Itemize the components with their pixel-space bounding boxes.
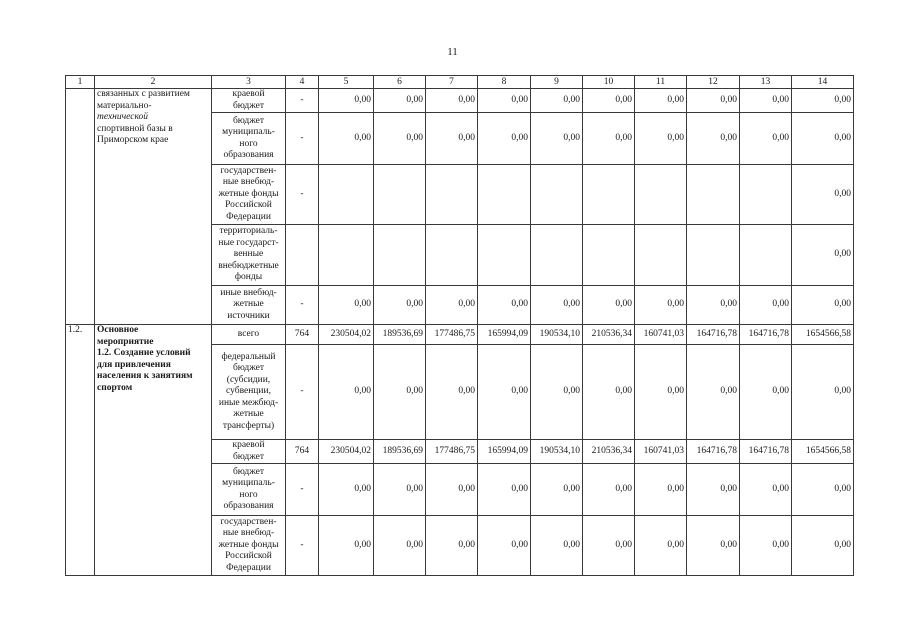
text-line: федеральный [221,351,276,362]
text-line: материально- [97,100,152,111]
value-cell: 0,00 [531,464,583,516]
text-line: государствен- [220,516,277,527]
value-cell: 0,00 [792,89,854,113]
header-cell-11: 11 [635,76,687,89]
value-cell: 0,00 [583,464,635,516]
text-line: Основное [97,325,139,335]
header-cell-8: 8 [478,76,531,89]
value-cell: 0,00 [635,345,687,440]
value-cell: 0,00 [319,286,374,325]
value-cell [635,165,687,225]
text-line: ного [239,138,258,149]
value-cell [426,225,478,286]
text-line: жетные [233,409,264,420]
value-cell: 0,00 [426,286,478,325]
value-cell [319,225,374,286]
header-row [66,76,854,89]
value-cell: 210536,34 [583,325,635,345]
value-cell: 0,00 [478,286,531,325]
value-cell: 230504,02 [319,440,374,464]
text-line: государствен- [220,165,277,176]
text-line: муниципаль- [222,127,275,137]
header-cell-3: 3 [212,76,286,89]
value-cell: 1654566,58 [792,325,854,345]
value-cell [531,225,583,286]
value-cell: 0,00 [792,113,854,165]
text-line: спортом [97,382,133,393]
value-cell: 0,00 [478,464,531,516]
value-cell: 177486,75 [426,440,478,464]
funding-source-cell [212,89,286,113]
header-cell-2: 2 [95,76,212,89]
value-cell: 0,00 [740,286,792,325]
table-row [66,325,854,345]
value-cell [635,225,687,286]
text-line: (субсидии, [226,374,271,385]
value-cell: 165994,09 [478,440,531,464]
header-cell-1: 1 [66,76,95,89]
text-line: образования [223,501,274,511]
value-cell: 0,00 [374,345,426,440]
text-line: источники [227,310,270,321]
value-cell: 0,00 [478,345,531,440]
value-cell: 210536,34 [583,440,635,464]
text-line: Российской [225,551,272,562]
funding-source-cell [212,325,286,345]
value-cell: 0,00 [374,113,426,165]
value-cell: 0,00 [792,165,854,225]
text-line: бюджет [232,451,265,462]
table-row [66,89,854,113]
value-cell: 0,00 [687,464,740,516]
funding-source-cell [212,286,286,325]
text-line: трансферты) [222,420,275,431]
funding-source-cell [212,165,286,225]
value-cell: 0,00 [583,89,635,113]
value-cell [426,165,478,225]
text-line: Приморском крае [97,135,169,145]
value-cell: 0,00 [792,516,854,576]
row-number-cell [66,89,95,325]
text-line: бюджет [232,466,265,477]
value-cell: 0,00 [374,286,426,325]
value-cell: 0,00 [687,113,740,165]
value-cell: 0,00 [478,516,531,576]
value-cell: 177486,75 [426,325,478,345]
value-cell [478,165,531,225]
text-line: ного [239,489,258,500]
code-cell: - [286,113,319,165]
text-line: внебюджетные [218,260,279,271]
value-cell: 0,00 [374,464,426,516]
text-line: территориаль- [219,226,278,237]
value-cell [687,165,740,225]
text-line: краевой [232,440,265,450]
value-cell: 0,00 [531,89,583,113]
value-cell: 0,00 [740,464,792,516]
value-cell [740,165,792,225]
value-cell: 164716,78 [687,440,740,464]
value-cell: 0,00 [319,345,374,440]
funding-source-cell [212,440,286,464]
text-line: бюджет [232,363,265,374]
value-cell: 189536,69 [374,440,426,464]
value-cell: 0,00 [426,464,478,516]
value-cell: 0,00 [635,464,687,516]
value-cell: 190534,10 [531,440,583,464]
value-cell: 0,00 [740,89,792,113]
value-cell [374,225,426,286]
code-cell: - [286,516,319,576]
value-cell: 160741,03 [635,440,687,464]
text-line: венные [233,249,264,260]
text-line: технической [97,112,149,122]
text-line: жетные фонды [218,188,279,199]
funding-source-cell [212,225,286,286]
value-cell [319,165,374,225]
value-cell: 0,00 [635,516,687,576]
value-cell: 0,00 [740,516,792,576]
value-cell: 160741,03 [635,325,687,345]
value-cell: 0,00 [635,113,687,165]
value-cell: 0,00 [635,89,687,113]
code-cell: - [286,89,319,113]
value-cell: 189536,69 [374,325,426,345]
value-cell: 0,00 [792,464,854,516]
value-cell: 0,00 [374,516,426,576]
text-line: бюджет [232,115,265,126]
value-cell: 164716,78 [740,325,792,345]
value-cell [583,225,635,286]
header-cell-6: 6 [374,76,426,89]
text-line: ные государст- [218,237,279,248]
value-cell: 0,00 [531,286,583,325]
value-cell: 0,00 [426,345,478,440]
value-cell: 164716,78 [740,440,792,464]
code-cell: - [286,464,319,516]
value-cell: 0,00 [792,225,854,286]
budget-table [65,75,854,576]
value-cell: 0,00 [635,286,687,325]
value-cell: 0,00 [687,345,740,440]
header-cell-13: 13 [740,76,792,89]
text-line: образования [223,150,274,160]
code-cell [286,225,319,286]
value-cell: 0,00 [687,286,740,325]
value-cell: 165994,09 [478,325,531,345]
value-cell: 0,00 [792,345,854,440]
value-cell: 0,00 [531,516,583,576]
measure-name-cell [95,325,212,576]
value-cell: 0,00 [319,113,374,165]
value-cell: 0,00 [374,89,426,113]
header-cell-12: 12 [687,76,740,89]
value-cell: 0,00 [478,89,531,113]
text-line: для привлечения [97,359,171,370]
funding-source-cell [212,516,286,576]
text-line: населения к занятиям [97,371,193,381]
text-line: 1.2. Создание условий [97,348,191,358]
header-cell-7: 7 [426,76,478,89]
header-cell-14: 14 [792,76,854,89]
value-cell: 0,00 [531,345,583,440]
value-cell: 0,00 [740,113,792,165]
text-line: иные межбюд- [218,397,279,408]
value-cell: 0,00 [319,516,374,576]
funding-source-cell [212,464,286,516]
code-cell: - [286,165,319,225]
code-cell: 764 [286,440,319,464]
header-cell-10: 10 [583,76,635,89]
value-cell: 0,00 [583,345,635,440]
value-cell: 0,00 [478,113,531,165]
value-cell: 0,00 [583,113,635,165]
text-line: иные внебюд- [220,287,277,298]
text-line: краевой [232,89,265,99]
text-line: фонды [234,272,263,283]
value-cell: 0,00 [531,113,583,165]
code-cell: - [286,286,319,325]
value-cell: 1654566,58 [792,440,854,464]
text-line: спортивной базы в [97,123,173,134]
value-cell [583,165,635,225]
value-cell [374,165,426,225]
value-cell: 230504,02 [319,325,374,345]
text-line: ные внебюд- [222,177,275,188]
text-line: связанных с развитием [97,89,190,99]
value-cell [740,225,792,286]
text-line: Федерации [226,562,271,573]
code-cell: 764 [286,325,319,345]
value-cell: 0,00 [583,516,635,576]
text-line: мероприятие [97,336,154,347]
funding-source-cell [212,345,286,440]
value-cell: 0,00 [319,89,374,113]
value-cell [478,225,531,286]
text-line: Федерации [226,211,271,222]
value-cell: 0,00 [792,286,854,325]
header-cell-9: 9 [531,76,583,89]
value-cell: 0,00 [426,89,478,113]
text-line: Российской [225,200,272,211]
value-cell: 0,00 [687,516,740,576]
value-cell: 0,00 [687,89,740,113]
value-cell: 190534,10 [531,325,583,345]
value-cell [531,165,583,225]
text-line: всего [237,328,260,339]
text-line: бюджет [232,100,265,111]
text-line: муниципаль- [222,478,275,488]
page-number: 11 [447,46,458,58]
value-cell: 0,00 [426,113,478,165]
value-cell: 0,00 [583,286,635,325]
text-line: ные внебюд- [222,528,275,539]
text-line: жетные [233,299,264,310]
funding-source-cell [212,113,286,165]
value-cell: 0,00 [740,345,792,440]
measure-name-cell [95,89,212,325]
header-cell-5: 5 [319,76,374,89]
value-cell: 0,00 [319,464,374,516]
value-cell: 164716,78 [687,325,740,345]
row-number-cell: 1.2. [66,325,95,576]
code-cell: - [286,345,319,440]
value-cell [687,225,740,286]
text-line: субвенции, [226,386,271,397]
text-line: жетные фонды [218,539,279,550]
header-cell-4: 4 [286,76,319,89]
value-cell: 0,00 [426,516,478,576]
